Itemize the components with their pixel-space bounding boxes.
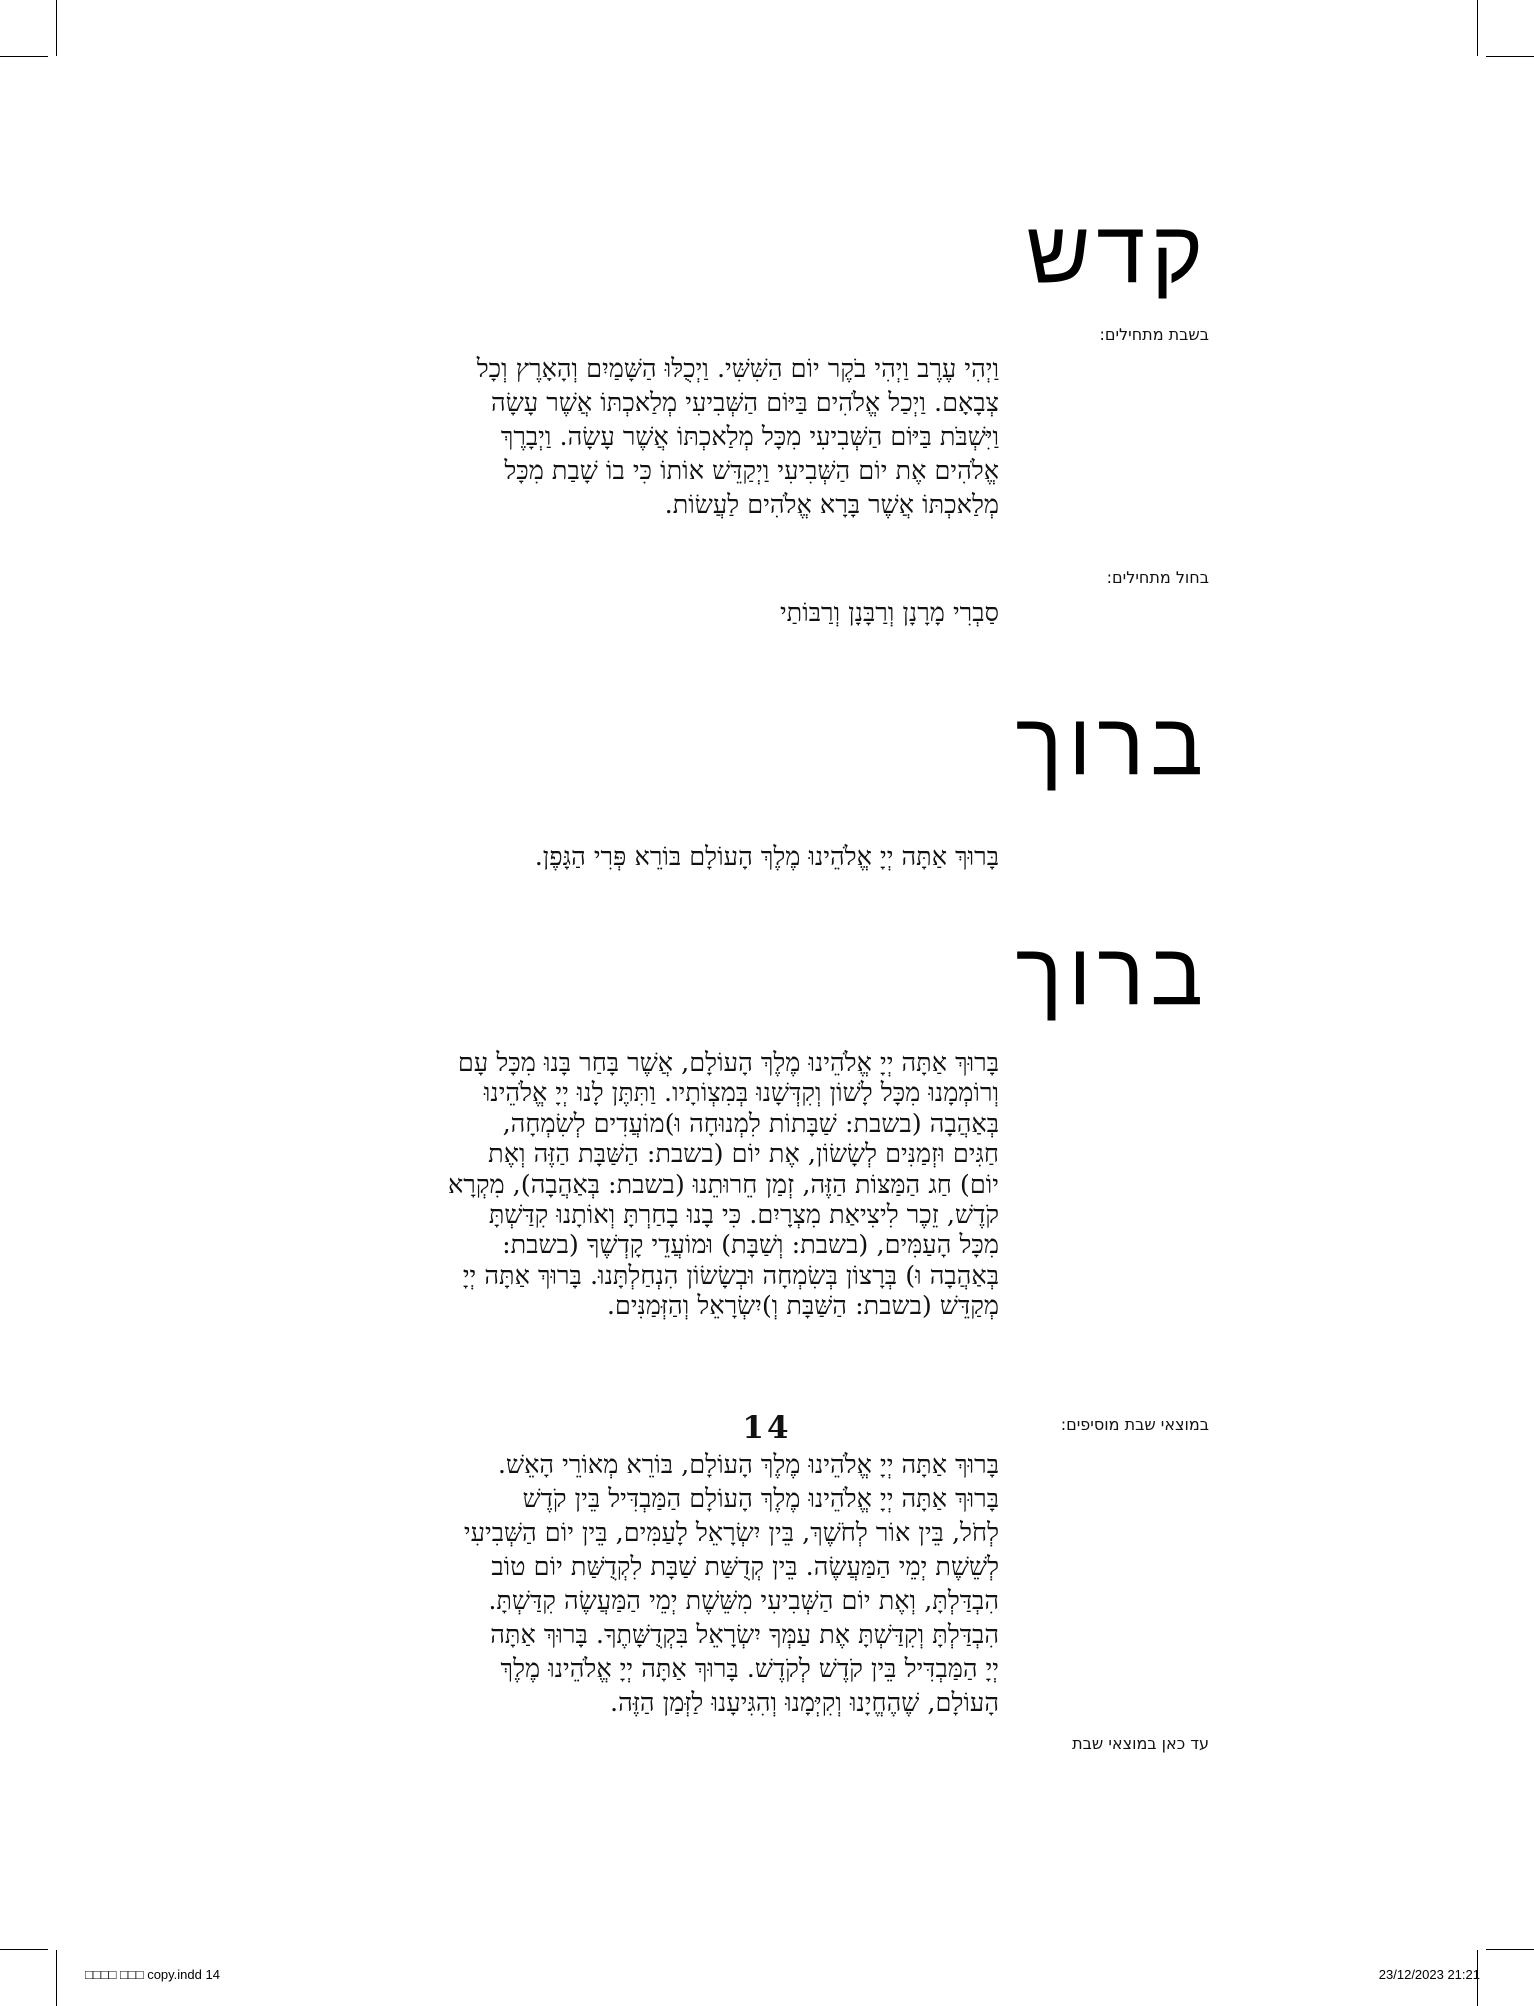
motzei-shabbat-end-note: עד כאן במוצאי שבת — [1072, 1734, 1209, 1753]
text-line: יְיָ הַמַּבְדִּיל בֵּין קֹדֶשׁ לְקֹדֶשׁ. בָּרוּךְ אַתָּה יְיָ אֱלֹהֵינוּ מֶלֶךְ — [500, 1654, 999, 1684]
kadesh-shabbat-text — [477, 352, 999, 522]
text-line: אֱלֹהִים אֶת יוֹם הַשְּׁבִיעִי וַיְקַדֵּשׁ אוֹתוֹ כִּי בוֹ שָׁבַת מִכָּל — [504, 456, 999, 486]
text-line: מְלַאכְתּוֹ אֲשֶׁר בָּרָא אֱלֹהִים לַעֲשׂוֹת. — [664, 490, 999, 520]
crop-mark-top-left-v — [56, 0, 57, 56]
crop-mark-top-right-h — [1486, 56, 1534, 57]
text-line: מִכָּל הָעַמִּים, (בשבת: וְשַׁבָּת) וּמוֹעֲדֵי קָדְשֶׁךָ (בשבת: — [502, 1230, 999, 1261]
text-line: חַגִּים וּזְמַנִּים לְשָׂשׂוֹן, אֶת יוֹם (בשבת: הַשַּׁבָּת הַזֶּה וְאֶת — [488, 1139, 999, 1170]
text-line: הִבְדַּלְתָּ, וְאֶת יוֹם הַשְּׁבִיעִי מִשֵּׁשֶׁת יְמֵי הַמַּעֲשֶׂה קִדַּשְׁתָּ. — [488, 1586, 999, 1616]
baruch-heading: ברוך — [1015, 692, 1209, 795]
baruch-wine-text — [535, 840, 999, 874]
crop-mark-bottom-left-v — [56, 1950, 57, 2006]
text-line: יוֹם) חַג הַמַּצּוֹת הַזֶּה, זְמַן חֵרוּתֵנוּ (בשבת: בְּאַהֲבָה), מִקְרָא — [447, 1169, 999, 1200]
havdalah-text — [464, 1448, 999, 1720]
text-line: בָּרוּךְ אַתָּה יְיָ אֱלֹהֵינוּ מֶלֶךְ הָעוֹלָם, בּוֹרֵא מְאוֹרֵי הָאֵשׁ. — [497, 1450, 999, 1480]
page-number: 14 — [742, 1410, 792, 1446]
kiddush-text — [448, 1048, 999, 1322]
text-line: צְבָאָם. וַיְכַל אֱלֹהִים בַּיּוֹם הַשְּׁבִיעִי מְלַאכְתּוֹ אֲשֶׁר עָשָׂה — [491, 388, 999, 418]
crop-mark-bottom-right-h — [1486, 1949, 1534, 1950]
weekday-start-note: בחול מתחילים: — [1106, 568, 1209, 587]
motzei-shabbat-note: במוצאי שבת מוסיפים: — [1060, 1415, 1209, 1434]
text-line: וַיְהִי עֶרֶב וַיְהִי בֹקֶר יוֹם הַשִּׁשִּׁי. וַיְכֻלּוּ הַשָּׁמַיִם וְהָאָרֶץ וְכָל — [476, 354, 999, 384]
crop-mark-top-left-h — [0, 56, 48, 57]
text-line: מְקַדֵּשׁ (בשבת: הַשַּׁבָּת וְ)יִשְׂרָאֵל וְהַזְּמַנִּים. — [606, 1291, 999, 1322]
print-slug-file: □□□□ □□□ copy.indd 14 — [85, 1967, 220, 1982]
text-line: וְרוֹמְמָנוּ מִכָּל לָשׁוֹן וְקִדְּשָׁנוּ בְּמִצְוֹתָיו. וַתִּתֶּן לָנוּ יְיָ אֱלֹהֵינוּ — [483, 1078, 999, 1109]
text-line: וַיִּשְׁבֹּת בַּיּוֹם הַשְּׁבִיעִי מִכָּל מְלַאכְתּוֹ אֲשֶׁר עָשָׂה. וַיְבָרֶךְ — [500, 422, 999, 452]
kadesh-heading: קדש — [1026, 200, 1209, 303]
text-line: סַבְרִי מָרָנָן וְרַבָּנָן וְרַבּוֹתַי — [780, 598, 999, 628]
text-line: בָּרוּךְ אַתָּה יְיָ אֱלֹהֵינוּ מֶלֶךְ הָעוֹלָם בּוֹרֵא פְּרִי הַגָּפֶן. — [534, 842, 999, 872]
text-line: הָעוֹלָם, שֶׁהֶחֱיָנוּ וְקִיְּמָנוּ וְהִגִּיעָנוּ לַזְּמַן הַזֶּה. — [610, 1688, 999, 1718]
text-line: בְּאַהֲבָה (בשבת: שַׁבָּתוֹת לִמְנוּחָה וּ)מוֹעֲדִים לְשִׂמְחָה, — [502, 1108, 999, 1139]
baruch-heading: ברוך — [1015, 922, 1209, 1025]
print-slug-datetime: 23/12/2023 21:21 — [1378, 1967, 1480, 1982]
shabbat-start-note: בשבת מתחילים: — [1099, 325, 1209, 344]
kadesh-weekday-text — [780, 596, 999, 630]
crop-mark-bottom-left-h — [0, 1949, 48, 1950]
text-line: בְּאַהֲבָה וּ) בְּרָצוֹן בְּשִׂמְחָה וּבְשָׂשׂוֹן הִנְחַלְתָּנוּ. בָּרוּךְ אַתָּה יְיָ — [462, 1260, 999, 1291]
text-line: בָּרוּךְ אַתָּה יְיָ אֱלֹהֵינוּ מֶלֶךְ הָעוֹלָם, אֲשֶׁר בָּחַר בָּנוּ מִכָּל עָם — [457, 1048, 999, 1078]
text-line: קֹדֶשׁ, זֵכֶר לִיצִיאַת מִצְרָיִם. כִּי בָנוּ בָחַרְתָּ וְאוֹתָנוּ קִדַּשְׁתָּ — [488, 1200, 999, 1231]
text-line: הִבְדַּלְתָּ וְקִדַּשְׁתָּ אֶת עַמְּךָ יִשְׂרָאֵל בִּקְדֻשָּׁתֶךָ. בָּרוּךְ אַתָּה — [490, 1620, 999, 1650]
text-line: לְחֹל, בֵּין אוֹר לְחֹשֶׁךְ, בֵּין יִשְׂרָאֵל לָעַמִּים, בֵּין יוֹם הַשְּׁבִיעִי — [463, 1518, 999, 1548]
crop-mark-top-right-v — [1477, 0, 1478, 56]
text-line: בָּרוּךְ אַתָּה יְיָ אֱלֹהֵינוּ מֶלֶךְ הָעוֹלָם הַמַּבְדִּיל בֵּין קֹדֶשׁ — [522, 1484, 999, 1514]
text-line: לְשֵׁשֶׁת יְמֵי הַמַּעֲשֶׂה. בֵּין קְדֻשַּׁת שַׁבָּת לִקְדֻשַּׁת יוֹם טוֹב — [491, 1552, 999, 1582]
